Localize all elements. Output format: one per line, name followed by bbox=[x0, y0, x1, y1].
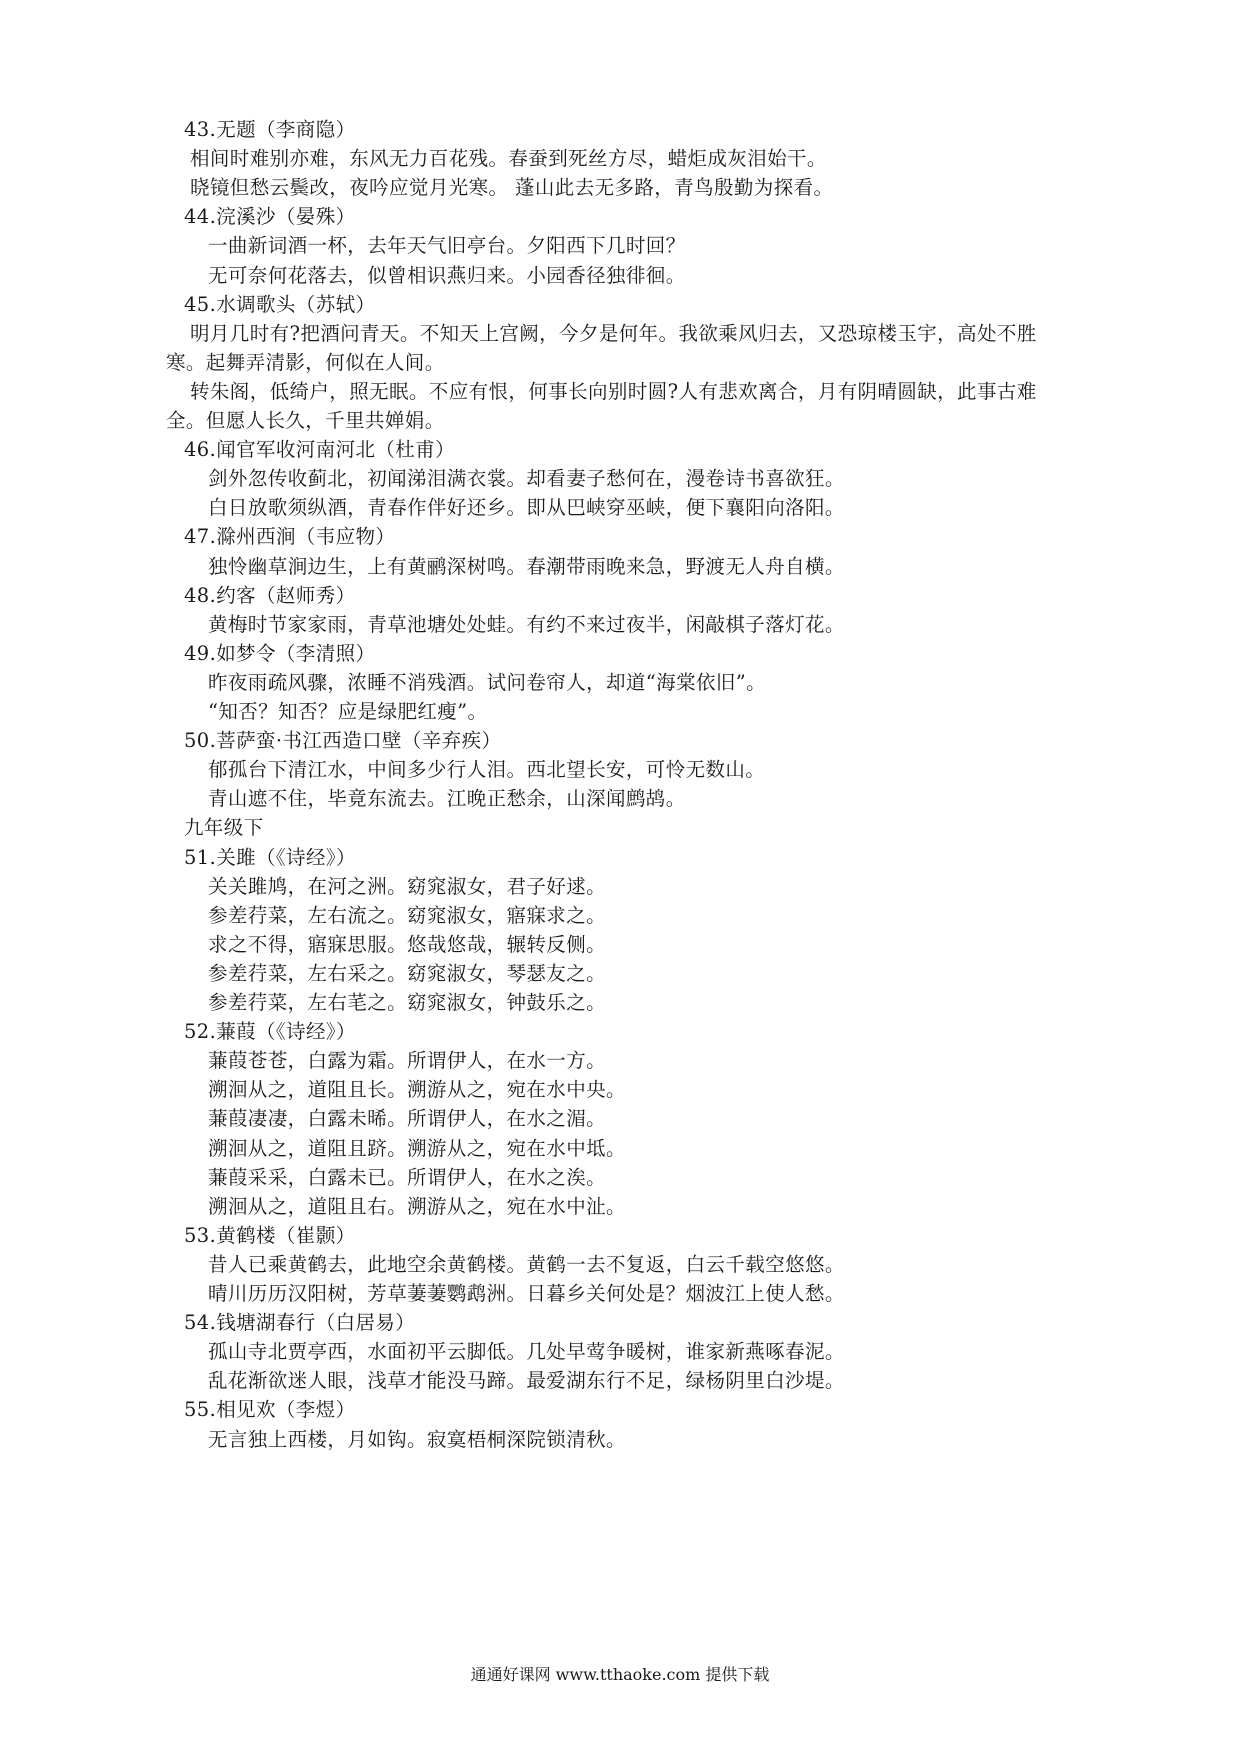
text-line: 白日放歌须纵酒，青春作伴好还乡。即从巴峡穿巫峡，便下襄阳向洛阳。 bbox=[208, 496, 845, 520]
text-line: 全。但愿人长久，千里共婵娟。 bbox=[166, 409, 445, 432]
section-heading: 55.相见欢（李煜） bbox=[184, 1398, 356, 1422]
text-line: 无可奈何花落去，似曾相识燕归来。小园香径独徘徊。 bbox=[208, 263, 686, 287]
text-line: 郁孤台下清江水，中间多少行人泪。西北望长安，可怜无数山。 bbox=[208, 758, 766, 782]
section-heading: 51.关雎（《诗经》） bbox=[184, 845, 356, 869]
text-line: 黄梅时节家家雨，青草池塘处处蛙。有约不来过夜半，闲敲棋子落灯花。 bbox=[208, 612, 845, 636]
text-line: “知否？知否？应是绿肥红瘦”。 bbox=[208, 700, 488, 723]
text-line: 乱花渐欲迷人眼，浅草才能没马蹄。最爱湖东行不足，绿杨阴里白沙堤。 bbox=[208, 1369, 845, 1393]
text-line: 关关雎鸠，在河之洲。窈窕淑女，君子好逑。 bbox=[208, 874, 607, 898]
text-line: 求之不得，寤寐思服。悠哉悠哉，辗转反侧。 bbox=[208, 932, 607, 956]
text-line: 剑外忽传收蓟北，初闻涕泪满衣裳。却看妻子愁何在，漫卷诗书喜欲狂。 bbox=[208, 467, 845, 491]
text-line: 明月几时有?把酒问青天。不知天上宫阙，今夕是何年。我欲乘风归去，又恐琼楼玉宇，高处不胜 bbox=[190, 321, 1037, 345]
section-heading: 47.滁州西涧（韦应物） bbox=[184, 525, 396, 549]
section-heading: 53.黄鹤楼（崔颢） bbox=[184, 1223, 356, 1247]
text-line: 溯洄从之，道阻且跻。溯游从之，宛在水中坻。 bbox=[208, 1136, 626, 1160]
text-line: 晓镜但愁云鬓改，夜吟应觉月光寒。 蓬山此去无多路，青鸟殷勤为探看。 bbox=[190, 176, 834, 200]
section-heading: 44.浣溪沙（晏殊） bbox=[184, 205, 356, 229]
text-line: 溯洄从之，道阻且右。溯游从之，宛在水中沚。 bbox=[208, 1194, 626, 1218]
section-heading: 九年级下 bbox=[184, 816, 264, 840]
section-heading: 54.钱塘湖春行（白居易） bbox=[184, 1311, 416, 1335]
section-heading: 52.蒹葭（《诗经》） bbox=[184, 1020, 356, 1044]
text-line: 独怜幽草涧边生，上有黄鹂深树鸣。春潮带雨晚来急，野渡无人舟自横。 bbox=[208, 554, 845, 578]
section-heading: 43.无题（李商隐） bbox=[184, 118, 356, 141]
text-line: 无言独上西楼，月如钩。寂寞梧桐深院锁清秋。 bbox=[208, 1427, 626, 1451]
text-line: 昨夜雨疏风骤，浓睡不消残酒。试问卷帘人，却道“海棠依旧”。 bbox=[208, 670, 767, 694]
section-heading: 45.水调歌头（苏轼） bbox=[184, 292, 376, 316]
section-heading: 49.如梦令（李清照） bbox=[184, 641, 376, 665]
text-line: 蒹葭采采，白露未已。所谓伊人，在水之涘。 bbox=[208, 1165, 607, 1189]
text-line: 参差荇菜，左右流之。窈窕淑女，寤寐求之。 bbox=[208, 903, 607, 927]
text-line: 青山遮不住，毕竟东流去。江晚正愁余，山深闻鹧鸪。 bbox=[208, 787, 686, 811]
text-line: 孤山寺北贾亭西，水面初平云脚低。几处早莺争暖树，谁家新燕啄春泥。 bbox=[208, 1340, 845, 1364]
text-line: 晴川历历汉阳树，芳草萋萋鹦鹉洲。日暮乡关何处是？烟波江上使人愁。 bbox=[208, 1282, 845, 1305]
text-line: 参差荇菜，左右芼之。窈窕淑女，钟鼓乐之。 bbox=[208, 991, 607, 1014]
text-line: 相间时难别亦难，东风无力百花残。春蚕到死丝方尽，蜡炬成灰泪始干。 bbox=[190, 147, 827, 171]
section-heading: 50.菩萨蛮·书江西造口壁（辛弃疾） bbox=[184, 729, 502, 753]
page-footer: 通通好课网 www.tthaoke.com 提供下载 bbox=[470, 1665, 770, 1684]
text-line: 昔人已乘黄鹤去，此地空余黄鹤楼。黄鹤一去不复返，白云千载空悠悠。 bbox=[208, 1252, 845, 1276]
text-line: 寒。起舞弄清影，何似在人间。 bbox=[166, 350, 445, 374]
section-heading: 46.闻官军收河南河北（杜甫） bbox=[184, 438, 456, 462]
section-heading: 48.约客（赵师秀） bbox=[184, 583, 356, 607]
text-line: 溯洄从之，道阻且长。溯游从之，宛在水中央。 bbox=[208, 1078, 626, 1102]
text-line: 蒹葭苍苍，白露为霜。所谓伊人，在水一方。 bbox=[208, 1049, 607, 1073]
text-line: 一曲新词酒一杯，去年天气旧亭台。夕阳西下几时回？ bbox=[208, 234, 686, 258]
text-line: 转朱阁，低绮户，照无眠。不应有恨，何事长向别时圆?人有悲欢离合，月有阴晴圆缺，此事古难 bbox=[190, 379, 1037, 403]
text-line: 参差荇菜，左右采之。窈窕淑女，琴瑟友之。 bbox=[208, 961, 607, 985]
text-line: 蒹葭凄凄，白露未晞。所谓伊人，在水之湄。 bbox=[208, 1107, 607, 1131]
